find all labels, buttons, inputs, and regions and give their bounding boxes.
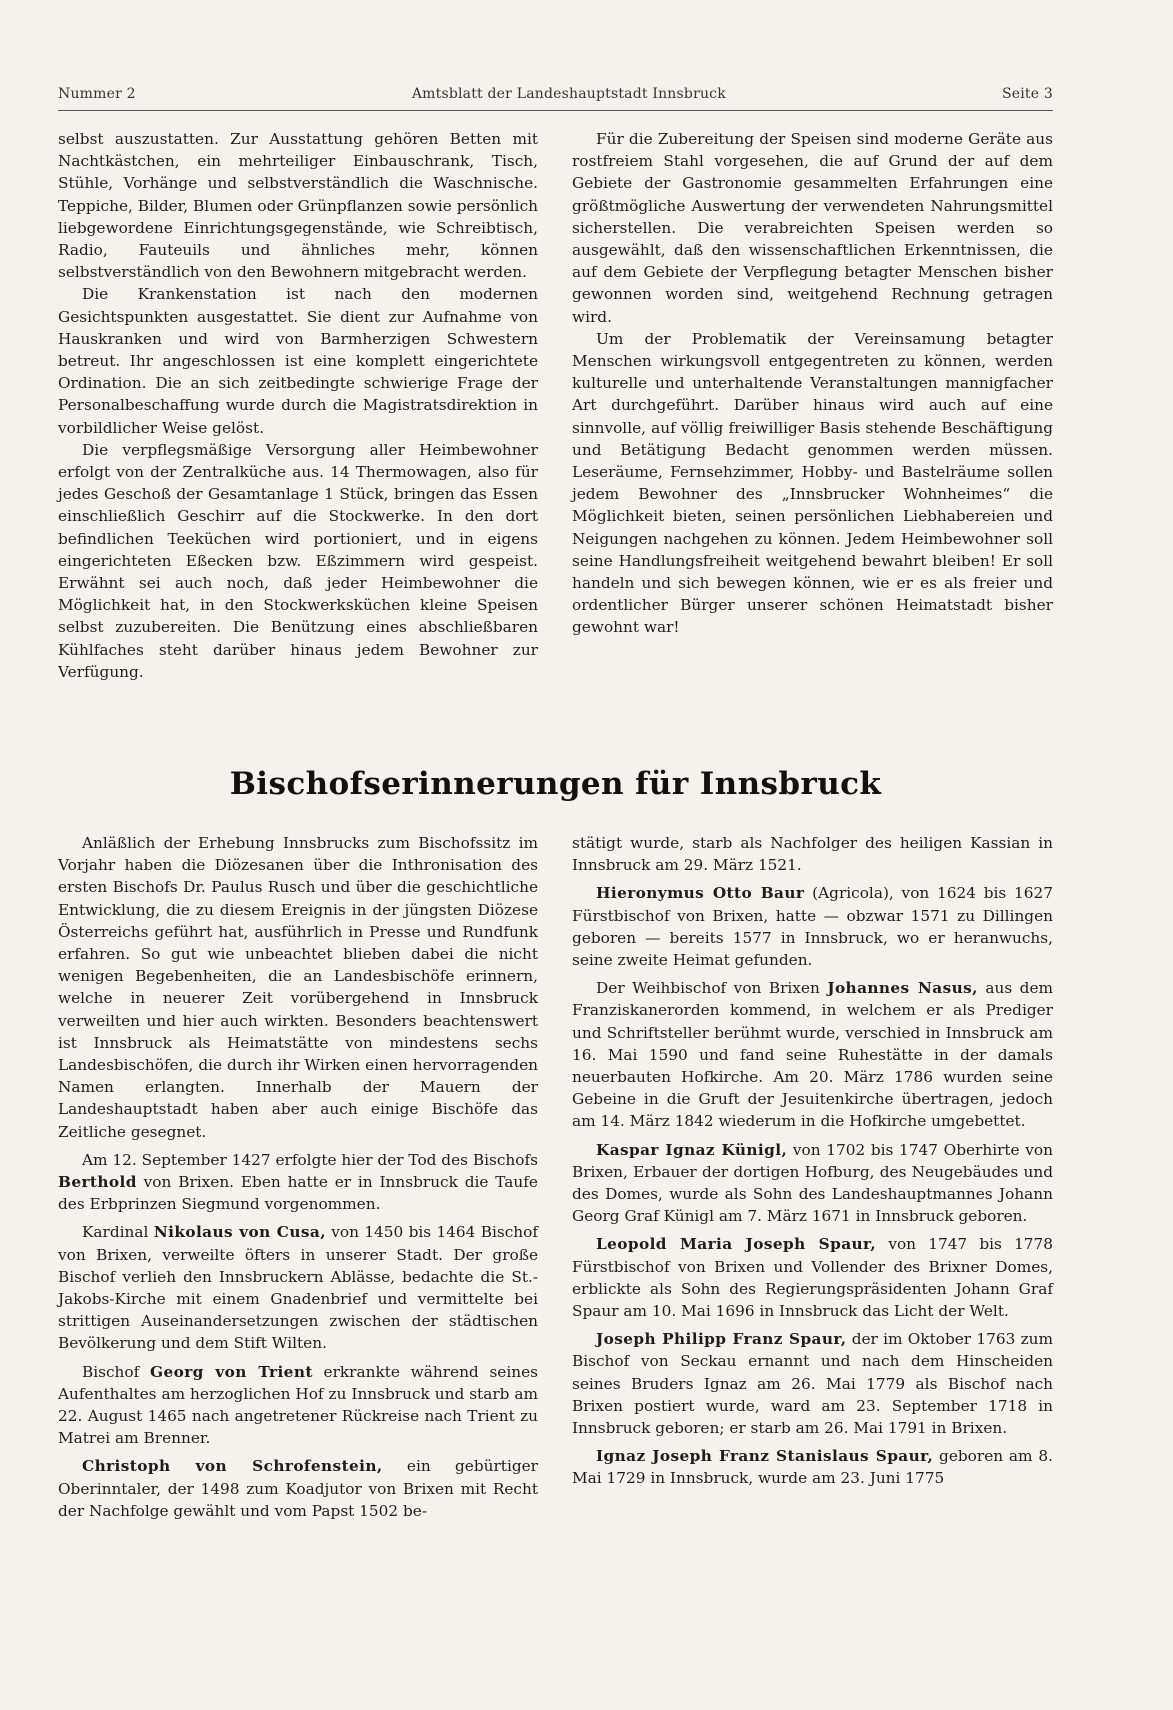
paragraph: Für die Zubereitung der Speisen sind moderne Geräte aus rostfreiem Stahl vorgesehen, die auf Grund der auf dem Gebiete der Gastronomie gesammelten Erfahrungen eine größtmögliche Auswertung der verwendeten Nahrungsmittel sicherstellen. Die verabreichten Speisen werden so ausgewählt, daß den wissenschaftlichen Erkenntnissen, die auf dem Gebiete der Verpflegung betagter Menschen bisher gewonnen worden sind, weitgehend Rechnung getragen wird.	[572, 130, 1053, 326]
bishop-name: Hieronymus Otto Baur	[596, 884, 805, 903]
bishop-name: Johannes Nasus,	[827, 979, 978, 998]
paragraph	[572, 1233, 1053, 1322]
paragraph: Die verpflegsmäßige Versorgung aller Heimbewohner erfolgt von der Zentralküche aus. 14 Thermowagen, also für jedes Geschoß der Gesamtanlage 1 Stück, bringen das Essen einschließlich Geschirr auf die Stockwerke. In den dort befindlichen Teeküchen wird portioniert, und in eigens eingerichteten Eßecken bzw. Eßzimmern wird gespeist. Erwähnt sei auch noch, daß jeder Heimbewohner die Möglichkeit hat, in den Stockwerksküchen kleine Speisen selbst zuzubereiten. Die Benützung eines abschließbaren Kühlfaches steht darüber hinaus jedem Bewohner zur Verfügung.	[58, 440, 538, 681]
text-run: von 1450 bis 1464 Bischof von Brixen, verweilte öfters in unserer Stadt. Der große Bischof verlieh den Innsbruckern Ablässe, bedachte die St.-Jakobs-Kirche mit einem Gnadenbrief und vermittelte bei strittigen Auseinandersetzungen zwischen der städtischen Bevölkerung und dem Stift Wilten.	[58, 1223, 538, 1353]
paragraph	[572, 977, 1053, 1132]
text-run: von 1702 bis 1747 Oberhirte von Brixen, Erbauer der dortigen Hofburg, des Neugebäudes und des Domes, wurde als Sohn des Landeshauptmannes Johann Georg Graf Künigl am 7. März 1671 in Innsbruck geboren.	[572, 1140, 1053, 1226]
paragraph	[58, 1455, 538, 1522]
text-run: geboren am 8. Mai 1729 in Innsbruck, wurde am 23. Juni 1775	[572, 1447, 1053, 1488]
header-rule	[58, 110, 1053, 111]
paragraph	[572, 882, 1053, 971]
article-title: Bischofserinnerungen für Innsbruck	[229, 766, 882, 802]
issue-number: Nummer 2	[58, 86, 136, 102]
paragraph: Anläßlich der Erhebung Innsbrucks zum Bischofssitz im Vorjahr haben die Diözesanen über die Inthronisation des ersten Bischofs Dr. Paulus Rusch und über die geschichtliche Entwicklung, die zu diesem Ereignis in der jüngsten Diözese Österreichs geführt hat, ausführlich in Presse und Rundfunk erfahren. So gut wie unbeachtet blieben dabei die nicht wenigen Begebenheiten, die an Landesbischöfe erinnern, welche in neuerer Zeit vorübergehend in Innsbruck verweilten und hier auch wirkten. Besonders beachtenswert ist Innsbruck als Heimatstätte von mindestens sechs Landesbischöfen, die durch ihr Wirken einen hervorragenden Namen erlangten. Innerhalb der Mauern der Landeshauptstadt haben aber auch einige Bischöfe das Zeitliche gesegnet.	[58, 834, 538, 1141]
bishop-name: Georg von Trient	[150, 1362, 313, 1381]
text-run: Kardinal	[82, 1223, 154, 1242]
top-left-column	[58, 128, 538, 683]
page-header	[58, 86, 1053, 102]
bishop-name: Nikolaus von Cusa,	[153, 1223, 326, 1242]
paragraph	[58, 1221, 538, 1354]
publication-title: Amtsblatt der Landeshauptstadt Innsbruck	[411, 86, 726, 102]
text-run: aus dem Franziskanerorden kommend, in welchem er als Prediger und Schriftsteller berühmt wurde, verschied in Innsbruck am 16. Mai 1590 und fand seine Ruhestätte in der damals neuerbauten Hofkirche. Am 20. März 1786 wurden seine Gebeine in die Gruft der Jesuitenkirche übertragen, jedoch am 14. März 1842 wiederum in die Hofkirche umgebettet.	[572, 979, 1054, 1131]
bishop-name: Christoph von Schrofenstein,	[82, 1457, 383, 1476]
paragraph	[572, 1328, 1053, 1439]
paragraph: selbst auszustatten. Zur Ausstattung gehören Betten mit Nachtkästchen, ein mehrteiliger Einbauschrank, Tisch, Stühle, Vorhänge und selbstverständlich die Waschnische. Teppiche, Bilder, Blumen oder Grünpflanzen sowie persönlich liebgewordene Einrichtungsgegenstände, wie Schreibtisch, Radio, Fauteuils und ähnliches mehr, können selbstverständlich von den Bewohnern mitgebracht werden.	[58, 130, 538, 282]
text-run: von Brixen. Eben hatte er in Innsbruck die Taufe des Erbprinzen Siegmund vorgenommen.	[58, 1173, 538, 1214]
paragraph	[572, 1445, 1053, 1489]
bottom-left-column	[58, 832, 538, 1522]
text-run: erkrankte während seines Aufenthaltes am herzoglichen Hof zu Innsbruck und starb am 22. August 1465 nach angetretener Rückreise nach Trient zu Matrei am Brenner.	[58, 1362, 538, 1448]
bishop-name: Leopold Maria Joseph Spaur,	[596, 1235, 877, 1254]
text-run: ein gebürtiger Oberinntaler, der 1498 zum Koadjutor von Brixen mit Recht der Nachfolge gewählt und vom Papst 1502 be-	[58, 1457, 538, 1520]
bottom-right-column	[572, 832, 1053, 1490]
bishop-name: Ignaz Joseph Franz Stanislaus Spaur,	[596, 1447, 934, 1466]
paragraph: Die Krankenstation ist nach den modernen Gesichtspunkten ausgestattet. Sie dient zur Aufnahme von Hauskranken und wird von Barmherzigen Schwestern betreut. Ihr angeschlossen ist eine komplett eingerichtete Ordination. Die an sich zeitbedingte schwierige Frage der Personalbeschaffung wurde durch die Magistratsdirektion in vorbildlicher Weise gelöst.	[58, 285, 538, 437]
paragraph: stätigt wurde, starb als Nachfolger des heiligen Kassian in Innsbruck am 29. März 1521.	[572, 834, 1053, 875]
text-run: von 1747 bis 1778 Fürstbischof von Brixen und Vollender des Brixner Domes, erblickte als Sohn des Regierungspräsidenten Johann Graf Spaur am 10. Mai 1696 in Innsbruck das Licht der Welt.	[572, 1235, 1053, 1321]
text-run: Am 12. September 1427 erfolgte hier der Tod des Bischofs	[82, 1150, 538, 1169]
paragraph	[572, 1139, 1053, 1228]
page-number: Seite 3	[1001, 86, 1053, 102]
paragraph: Um der Problematik der Vereinsamung betagter Menschen wirkungsvoll entgegentreten zu können, werden kulturelle und unterhaltende Veranstaltungen mannigfacher Art durchgeführt. Darüber hinaus wird auch auf eine sinnvolle, auf völlig freiwilliger Basis stehende Beschäftigung und Betätigung Bedacht genommen werden müssen. Leseräume, Fernsehzimmer, Hobby- und Bastelräume sollen jedem Bewohner des „Innsbrucker Wohnheimes“ die Möglichkeit bieten, seinen persönlichen Liebhabereien und Neigungen nachgehen zu können. Jedem Heimbewohner soll seine Handlungsfreiheit weitgehend bewahrt bleiben! Er soll handeln und sich bewegen können, wie er es als freier und ordentlicher Bürger unserer schönen Heimatstadt bisher gewohnt war!	[572, 329, 1053, 637]
paragraph	[58, 1149, 538, 1216]
top-right-column	[572, 128, 1053, 639]
text-run: Der Weihbischof von Brixen	[596, 979, 828, 998]
paragraph	[58, 1361, 538, 1450]
text-run: (Agricola), von 1624 bis 1627 Fürstbischof von Brixen, hatte — obzwar 1571 zu Dillingen geboren — bereits 1577 in Innsbruck, wo er heranwuchs, seine zweite Heimat gefunden.	[572, 884, 1053, 970]
text-run: Bischof	[82, 1362, 150, 1381]
text-run: der im Oktober 1763 zum Bischof von Seckau ernannt und nach dem Hinscheiden seines Bruders Ignaz am 26. Mai 1779 als Bischof nach Brixen postiert wurde, ward am 23. September 1718 in Innsbruck geboren; er starb am 26. Mai 1791 in Brixen.	[572, 1330, 1053, 1438]
bishop-name: Joseph Philipp Franz Spaur,	[596, 1330, 847, 1349]
bishop-name: Kaspar Ignaz Künigl,	[596, 1140, 788, 1159]
bishop-name: Berthold	[58, 1173, 137, 1192]
